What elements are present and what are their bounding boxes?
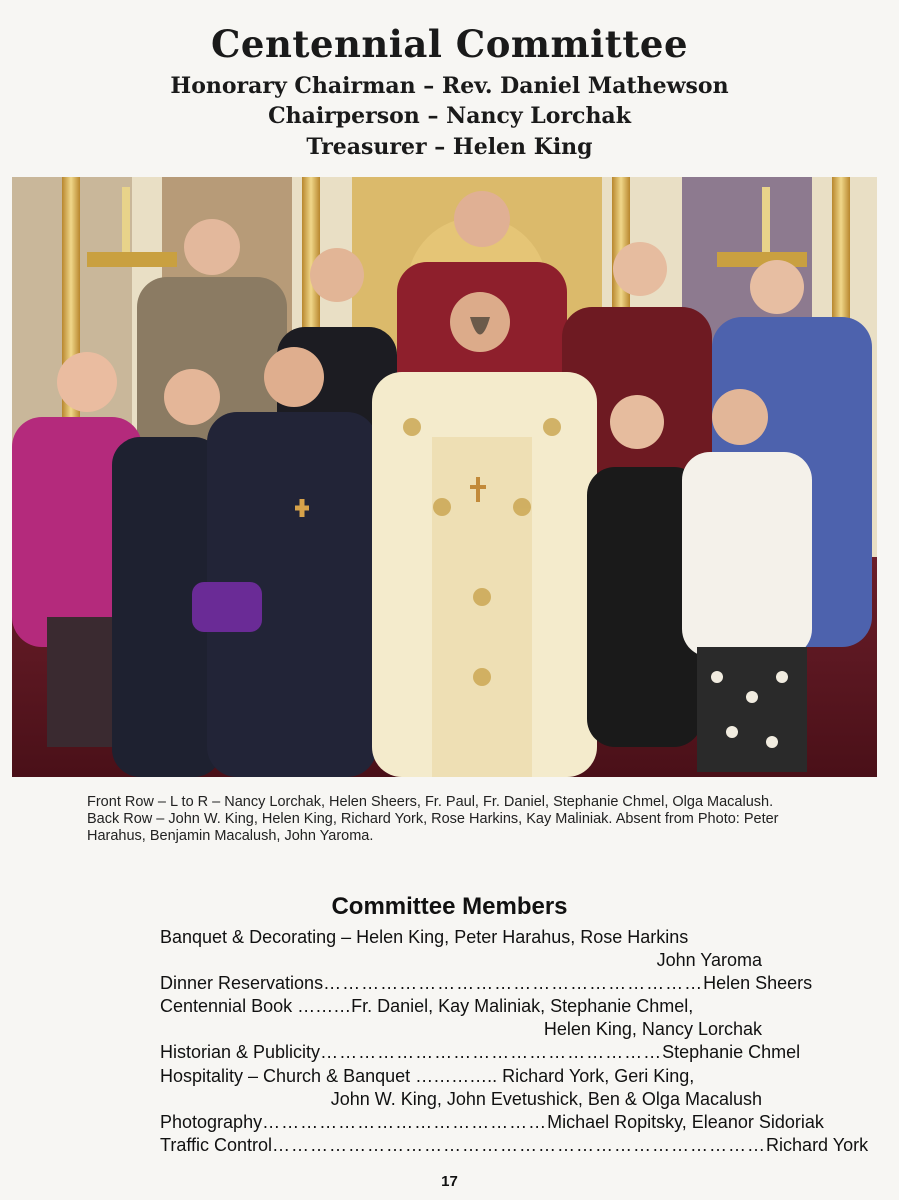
dinner-reservations-line	[160, 972, 813, 995]
historian-label: Historian & Publicity	[160, 1042, 321, 1063]
hospitality-line-1: Hospitality – Church & Banquet ………….. Richard York, Geri King,	[160, 1065, 695, 1086]
historian-line	[160, 1041, 801, 1064]
hospitality-line-2: John W. King, John Evetushick, Ben & Olga Macalush	[330, 1088, 762, 1109]
photography-line	[160, 1111, 824, 1134]
historian-dots: ………………………………………………	[320, 1042, 663, 1063]
banquet-line-1: Banquet & Decorating – Helen King, Peter Harahus, Rose Harkins	[160, 927, 689, 947]
banquet-line-2: John Yaroma	[656, 950, 762, 971]
officer-chairperson: Chairperson – Nancy Lorchak	[268, 103, 631, 129]
committee-members-heading: Committee Members	[331, 893, 568, 920]
traffic-label: Traffic Control	[160, 1134, 273, 1155]
book-line-1: Centennial Book ………Fr. Daniel, Kay Maliniak, Stephanie Chmel,	[160, 996, 694, 1017]
traffic-value: Richard York	[766, 1134, 869, 1155]
traffic-dots: ……………………………………………………………………	[272, 1134, 767, 1155]
traffic-control-line	[160, 1134, 869, 1157]
group-photo-illustration	[12, 177, 877, 777]
historian-value: Stephanie Chmel	[662, 1042, 801, 1063]
photo-caption: Front Row – L to R – Nancy Lorchak, Helen Sheers, Fr. Paul, Fr. Daniel, Stephanie Chmel, Olga Macalush. Back Row – John W. King, Helen King, Richard York, Rose Harkins, Kay Maliniak. Absent from Photo: Peter Harahus, Benjamin Macalush, John Yaroma.	[87, 794, 779, 844]
dinner-label: Dinner Reservations	[160, 973, 324, 994]
officer-treasurer: Treasurer – Helen King	[306, 134, 593, 160]
page-title: Centennial Committee	[210, 22, 689, 66]
photography-dots: ………………………………………	[262, 1111, 548, 1132]
photography-value: Michael Ropitsky, Eleanor Sidoriak	[547, 1111, 824, 1132]
officer-honorary-chairman: Honorary Chairman – Rev. Daniel Mathewson	[170, 73, 729, 99]
dinner-value: Helen Sheers	[703, 973, 813, 994]
group-photo	[12, 177, 877, 777]
photography-label: Photography	[160, 1111, 263, 1132]
book-line-2: Helen King, Nancy Lorchak	[543, 1019, 762, 1040]
committee-members-list	[160, 926, 869, 1157]
page-number: 17	[441, 1173, 458, 1190]
dinner-dots: ……………………………………………………	[323, 973, 704, 994]
